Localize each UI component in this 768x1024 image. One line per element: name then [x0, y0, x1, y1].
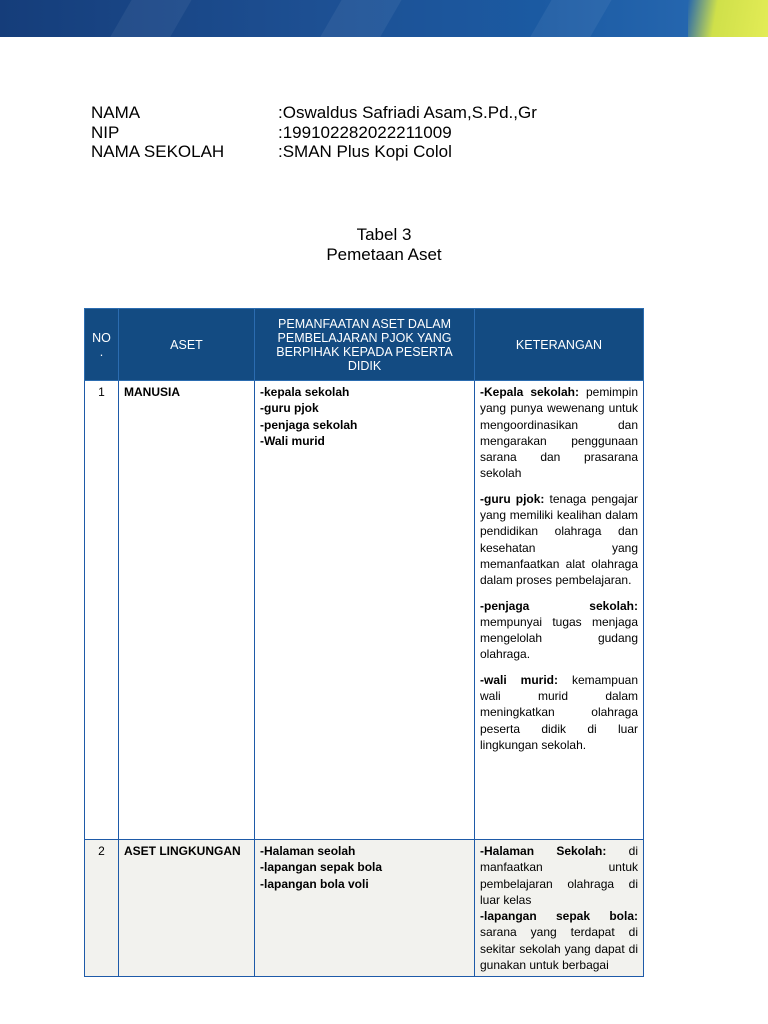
keterangan-desc: pemimpin yang punya wewenang untuk mengoordinasikan dan mengarakan penggunaan sarana dan prasarana sekolah — [480, 385, 638, 481]
keterangan-item — [480, 672, 638, 753]
header-no-label: NO — [92, 330, 111, 345]
header-aset: ASET — [119, 309, 255, 381]
keterangan-term: -guru pjok: — [480, 491, 545, 506]
row-pemanfaatan — [255, 840, 475, 977]
nip-label: NIP — [91, 122, 120, 142]
table-title: Pemetaan Aset — [326, 245, 442, 264]
keterangan-desc: mempunyai tugas menjaga mengelolah gudang olahraga. — [480, 614, 638, 662]
sekolah-value: :SMAN Plus Kopi Colol — [278, 142, 452, 161]
keterangan-term: -wali murid: — [480, 672, 558, 687]
header-pemanfaatan: PEMANFAATAN ASET DALAM PEMBELAJARAN PJOK YANG BERPIHAK KEPADA PESERTA DIDIK — [255, 309, 475, 381]
row-number: 1 — [85, 381, 119, 840]
header-banner — [0, 0, 768, 37]
list-item: -guru pjok — [260, 401, 319, 416]
nip-row — [91, 123, 537, 143]
nama-row — [91, 103, 537, 123]
row-keterangan — [475, 840, 644, 977]
keterangan-term: -Halaman Sekolah: — [480, 844, 607, 858]
table-row — [85, 381, 644, 840]
keterangan-item — [480, 598, 638, 663]
keterangan-desc: tenaga pengajar yang memiliki kealihan dalam pendidikan olahraga dan kesehatan yang memanfaatkan alat olahraga dalam proses pembelajaran. — [480, 491, 639, 588]
identity-block — [91, 103, 537, 162]
row-keterangan — [475, 381, 644, 840]
row-number: 2 — [85, 840, 119, 977]
keterangan-item — [480, 384, 638, 482]
nama-label: NAMA — [91, 103, 141, 122]
keterangan-desc: kemampuan wali murid dalam meningkatkan olahraga peserta didik di luar lingkungan sekolah. — [480, 672, 638, 752]
keterangan-term: -lapangan sepak bola: — [480, 909, 638, 924]
table-row — [85, 840, 644, 977]
keterangan-term: -Kepala sekolah: — [480, 385, 579, 399]
nama-value: :Oswaldus Safriadi Asam,S.Pd.,Gr — [278, 103, 537, 122]
list-item: -penjaga sekolah — [260, 417, 358, 432]
row-aset — [119, 840, 255, 977]
table-header-row — [85, 309, 644, 381]
keterangan-term: -penjaga sekolah: — [480, 598, 638, 613]
keterangan-item — [480, 908, 638, 973]
list-item: -Wali murid — [260, 433, 325, 448]
list-item: -lapangan sepak bola — [260, 860, 383, 875]
row-pemanfaatan — [255, 381, 475, 840]
asset-table — [84, 308, 644, 977]
keterangan-item — [480, 843, 638, 908]
sekolah-row — [91, 142, 537, 162]
list-item: -kepala sekolah — [260, 385, 350, 399]
keterangan-desc: di manfaatkan untuk pembelajaran olahraga di luar kelas — [480, 844, 638, 907]
banner-accent — [688, 0, 768, 37]
list-item: -lapangan bola voli — [260, 876, 369, 891]
list-item: -Halaman seolah — [260, 844, 356, 858]
row-aset — [119, 381, 255, 840]
header-keterangan: KETERANGAN — [475, 309, 644, 381]
header-no-dot: . — [99, 344, 104, 359]
table-number: Tabel 3 — [356, 225, 412, 244]
header-no — [85, 309, 119, 381]
sekolah-label: NAMA SEKOLAH — [91, 142, 225, 161]
keterangan-item — [480, 491, 638, 589]
aset-name: MANUSIA — [124, 385, 180, 399]
keterangan-desc: sarana yang terdapat di sekitar sekolah yang dapat di gunakan untuk berbagai — [480, 925, 638, 973]
nip-value: :199102282022211009 — [278, 122, 452, 142]
aset-name: ASET LINGKUNGAN — [124, 844, 241, 858]
